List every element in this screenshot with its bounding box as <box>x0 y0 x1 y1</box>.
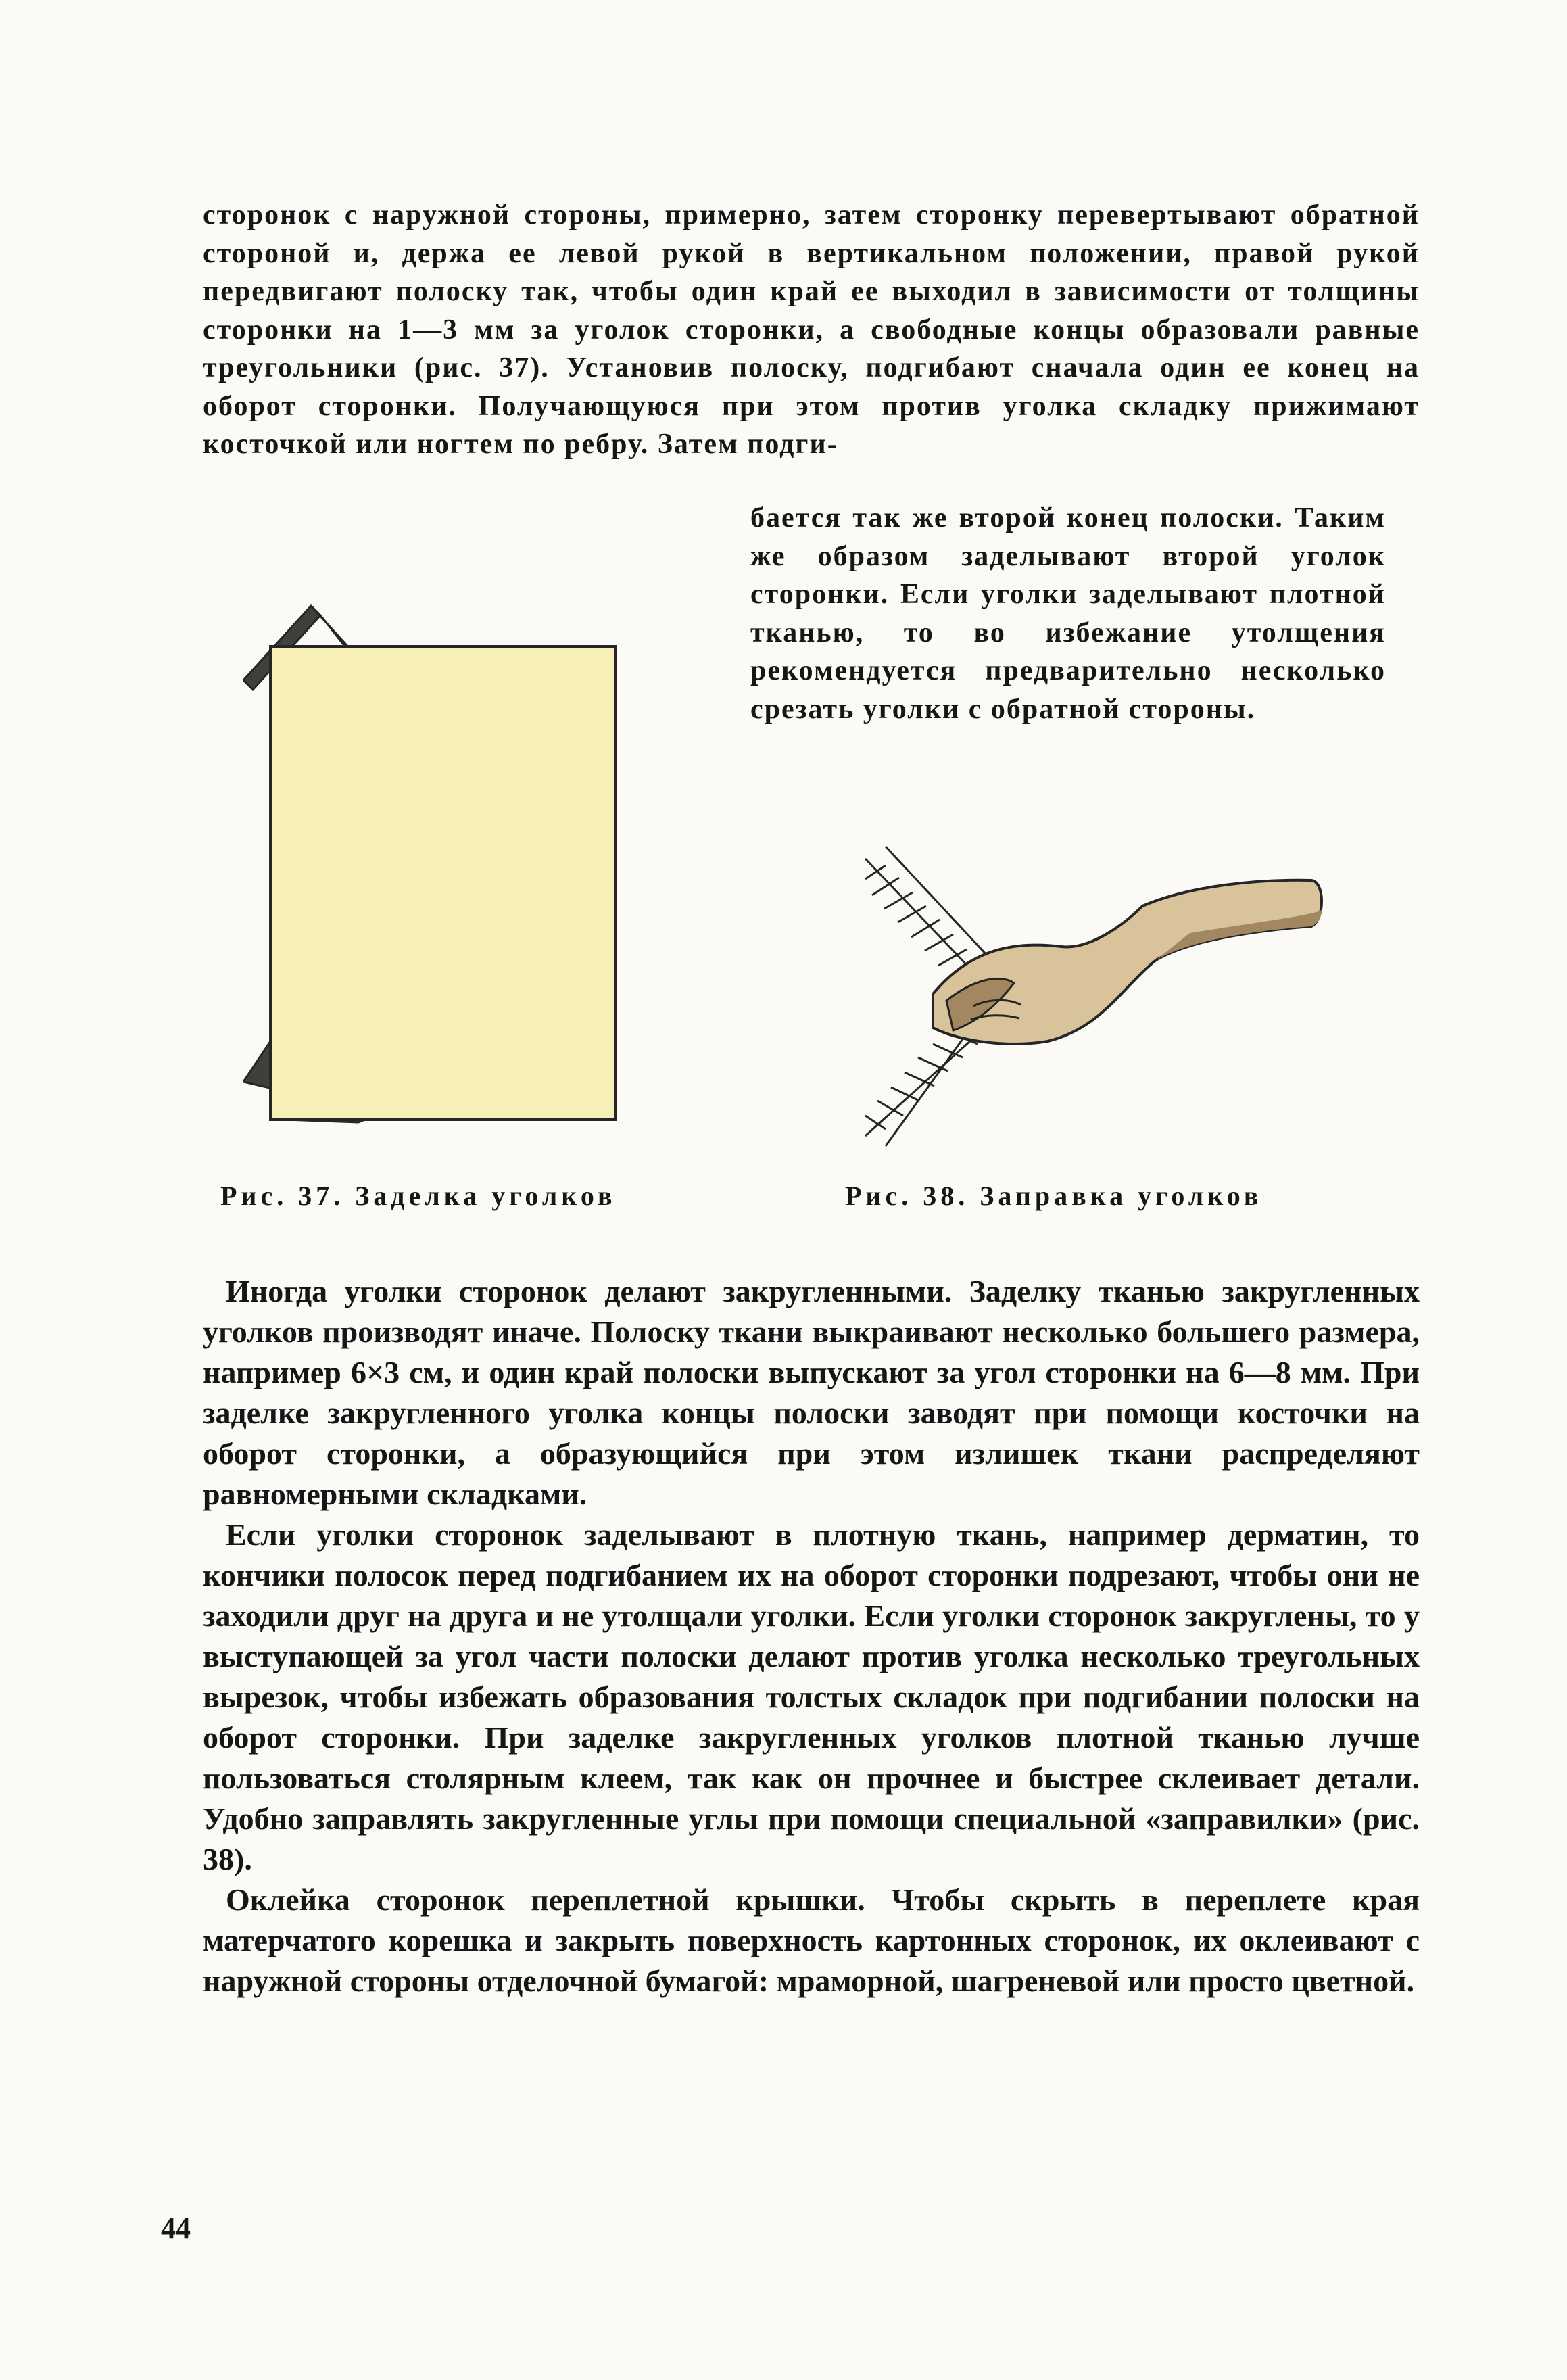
figure-38-caption: Рис. 38. Заправка уголков <box>845 1181 1263 1211</box>
card-rectangle <box>270 646 615 1120</box>
paragraph-dense-fabric: Если уголки сторонок заделывают в плотную ткань, например дерматин, то кончики полосок перед подгибанием их на оборот сторонки подрезают, чтобы они не заходили друг на друга и не утолщали уголки. Если уголки сторонок закруглены, то у выступающей за угол части полоски делают против уголка несколько треугольных вырезок, чтобы избежать образования толстых складок при подгибании полоски на оборот сторонки. При заделке закругленных уголков плотной тканью лучше пользоваться столярным клеем, так как он прочнее и быстрее склеивает детали. Удобно заправлять закругленные углы при помощи специальной «заправилки» (рис. 38). <box>203 1517 1420 1876</box>
figure-38-illustration <box>838 838 1325 1163</box>
top-paragraph <box>203 196 1420 464</box>
paragraph-rounded-corners: Иногда уголки сторонок делают закругленными. Заделку тканью закругленных уголков производят иначе. Полоску ткани выкраивают несколько большего размера, например 6×3 см, и один край полоски выпускают за угол сторонки на 6—8 мм. При заделке закругленного уголка концы полоски заводят при помощи косточки на оборот сторонки, а образующийся при этом излишек ткани распределяют равномерными складками. <box>203 1274 1420 1511</box>
main-text <box>203 1271 1420 2001</box>
page-number: 44 <box>161 2212 191 2245</box>
figure-37-caption: Рис. 37. Заделка уголков <box>220 1181 617 1211</box>
tool-handle <box>933 880 1322 1044</box>
section-text: Чтобы скрыть в переплете края матерчатого корешка и закрыть поверхность картонных сторонок, их оклеивают с наружной стороны отделочной бумагой: мраморной, шагреневой или просто цветной. <box>203 1882 1420 1998</box>
figure-37-illustration <box>243 581 662 1163</box>
paragraph-section <box>203 1880 1420 2001</box>
top-paragraph-right: бается так же второй конец полоски. Таким же образом заделывают второй уголок сторонки. Если уголки заделывают плотной тканью, то во избежание утолщения рекомендуется предварительно несколько срезать уголки с обратной стороны. <box>750 502 1386 725</box>
section-heading: Оклейка сторонок переплетной крышки. <box>226 1882 865 1917</box>
top-paragraph-full: сторонок с наружной стороны, примерно, затем сторонку перевертывают обратной стороной и, держа ее левой рукой в вертикальном положении, правой рукой передвигают полоску так, чтобы один край ее выходил в зависимости от толщины сторонки на 1—3 мм за уголок сторонки, а свободные концы образовали равные треугольники (рис. 37). Установив полоску, подгибают сначала один ее конец на оборот сторонки. Получающуюся при этом против уголка складку прижимают косточкой или ногтем по ребру. Затем подги- <box>203 199 1420 460</box>
